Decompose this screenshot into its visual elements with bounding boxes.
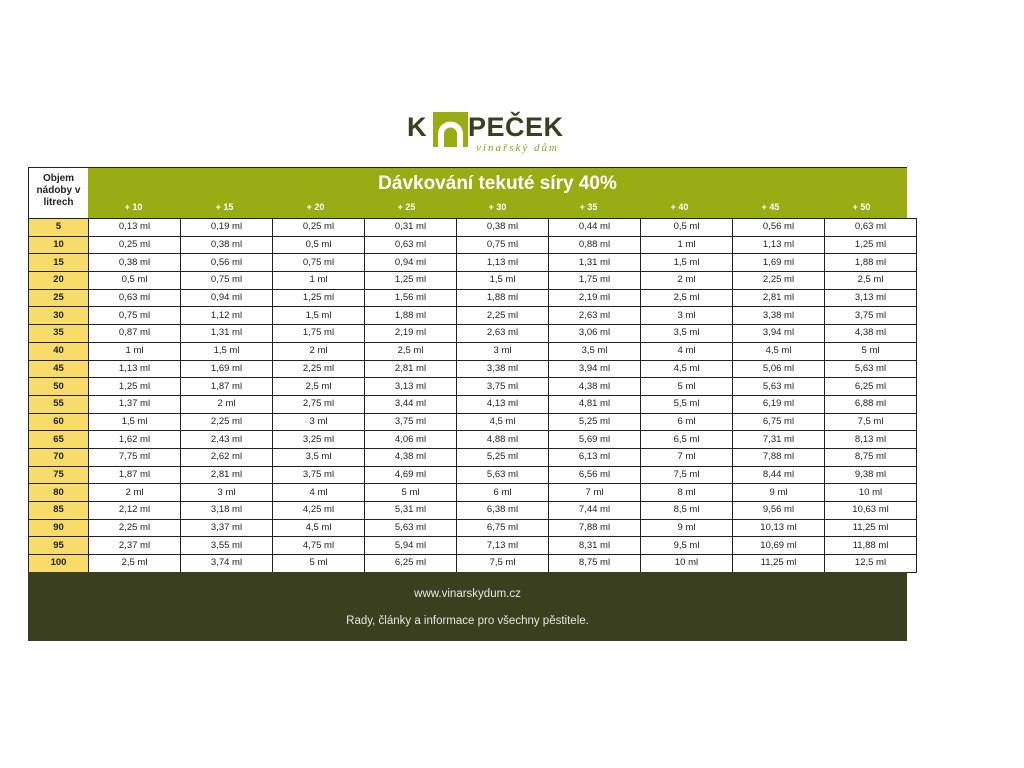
dosage-cell: 5,25 ml — [549, 413, 641, 431]
dosage-cell: 2,25 ml — [273, 360, 365, 378]
dosage-cell: 4,38 ml — [365, 448, 457, 466]
column-header: + 40 — [670, 202, 689, 212]
column-header: + 45 — [761, 202, 780, 212]
dosage-cell: 5 ml — [365, 484, 457, 502]
dosage-cell: 1 ml — [89, 342, 181, 360]
dosage-cell: 1,5 ml — [641, 254, 733, 272]
dosage-cell: 5,25 ml — [457, 448, 549, 466]
dosage-cell: 8 ml — [641, 484, 733, 502]
table-row — [29, 502, 917, 520]
dosage-cell: 5 ml — [273, 555, 365, 573]
dosage-cell: 2,5 ml — [641, 289, 733, 307]
volume-cell: 25 — [29, 289, 89, 307]
dosage-cell: 0,5 ml — [89, 272, 181, 290]
table-row — [29, 342, 917, 360]
dosage-cell: 4,13 ml — [457, 395, 549, 413]
dosage-cell: 3,5 ml — [273, 448, 365, 466]
column-header: + 20 — [306, 202, 325, 212]
dosage-cell: 1,69 ml — [181, 360, 273, 378]
dosage-cell: 1,12 ml — [181, 307, 273, 325]
dosage-cell: 7 ml — [549, 484, 641, 502]
dosage-cell: 1 ml — [273, 272, 365, 290]
dosage-cell: 5,31 ml — [365, 502, 457, 520]
dosage-cell: 4 ml — [641, 342, 733, 360]
dosage-cell: 4,5 ml — [733, 342, 825, 360]
dosage-cell: 4,5 ml — [457, 413, 549, 431]
volume-cell: 30 — [29, 307, 89, 325]
dosage-cell: 3,18 ml — [181, 502, 273, 520]
table-header — [28, 167, 907, 218]
dosage-cell: 11,25 ml — [825, 519, 917, 537]
dosage-cell: 0,63 ml — [365, 236, 457, 254]
dosage-cell: 3,75 ml — [273, 466, 365, 484]
dosage-cell: 3,75 ml — [365, 413, 457, 431]
volume-cell: 50 — [29, 378, 89, 396]
dosage-cell: 9,38 ml — [825, 466, 917, 484]
dosage-cell: 1,5 ml — [89, 413, 181, 431]
dosage-cell: 10,13 ml — [733, 519, 825, 537]
volume-cell: 45 — [29, 360, 89, 378]
dosage-cell: 9,56 ml — [733, 502, 825, 520]
dosage-cell: 10 ml — [825, 484, 917, 502]
dosage-cell: 7,44 ml — [549, 502, 641, 520]
table-row — [29, 272, 917, 290]
dosage-cell: 6,25 ml — [825, 378, 917, 396]
dosage-cell: 5,94 ml — [365, 537, 457, 555]
dosage-cell: 10,63 ml — [825, 502, 917, 520]
column-header: + 30 — [488, 202, 507, 212]
table-row — [29, 307, 917, 325]
volume-cell: 70 — [29, 448, 89, 466]
dosage-cell: 2,43 ml — [181, 431, 273, 449]
dosage-cell: 6,19 ml — [733, 395, 825, 413]
dosage-table-body — [29, 219, 917, 573]
dosage-cell: 6,56 ml — [549, 466, 641, 484]
dosage-cell: 4 ml — [273, 484, 365, 502]
dosage-cell: 5 ml — [825, 342, 917, 360]
dosage-cell: 2,25 ml — [733, 272, 825, 290]
dosage-cell: 1,88 ml — [457, 289, 549, 307]
dosage-cell: 1,25 ml — [825, 236, 917, 254]
title-banner — [88, 168, 907, 218]
dosage-cell: 3,44 ml — [365, 395, 457, 413]
dosage-cell: 0,38 ml — [181, 236, 273, 254]
dosage-cell: 1,5 ml — [273, 307, 365, 325]
volume-cell: 95 — [29, 537, 89, 555]
volume-cell: 80 — [29, 484, 89, 502]
dosage-cell: 2,5 ml — [273, 378, 365, 396]
dosage-cell: 4,75 ml — [273, 537, 365, 555]
dosage-cell: 3,37 ml — [181, 519, 273, 537]
dosage-cell: 4,5 ml — [641, 360, 733, 378]
dosage-cell: 7,75 ml — [89, 448, 181, 466]
dosage-cell: 2,5 ml — [89, 555, 181, 573]
dosage-cell: 0,94 ml — [181, 289, 273, 307]
dosage-cell: 1,5 ml — [181, 342, 273, 360]
table-top-border — [28, 167, 907, 168]
dosage-cell: 2,81 ml — [733, 289, 825, 307]
dosage-cell: 8,5 ml — [641, 502, 733, 520]
dosage-cell: 4,25 ml — [273, 502, 365, 520]
column-header: + 10 — [124, 202, 143, 212]
dosage-cell: 2,75 ml — [273, 395, 365, 413]
dosage-cell: 10 ml — [641, 555, 733, 573]
dosage-cell: 8,31 ml — [549, 537, 641, 555]
dosage-cell: 7 ml — [641, 448, 733, 466]
dosage-cell: 1,87 ml — [89, 466, 181, 484]
table-row — [29, 519, 917, 537]
dosage-cell: 2,25 ml — [181, 413, 273, 431]
volume-header-line: Objem — [42, 173, 75, 184]
dosage-cell: 3 ml — [641, 307, 733, 325]
dosage-cell: 12,5 ml — [825, 555, 917, 573]
dosage-cell: 2,5 ml — [825, 272, 917, 290]
dosage-cell: 3,94 ml — [733, 325, 825, 343]
dosage-cell: 7,88 ml — [733, 448, 825, 466]
dosage-cell: 0,63 ml — [89, 289, 181, 307]
dosage-cell: 1,75 ml — [549, 272, 641, 290]
dosage-cell: 1,13 ml — [457, 254, 549, 272]
dosage-cell: 1,88 ml — [365, 307, 457, 325]
dosage-cell: 1 ml — [641, 236, 733, 254]
dosage-cell: 6,38 ml — [457, 502, 549, 520]
dosage-cell: 1,31 ml — [181, 325, 273, 343]
dosage-cell: 4,81 ml — [549, 395, 641, 413]
dosage-cell: 3 ml — [457, 342, 549, 360]
dosage-cell: 2 ml — [273, 342, 365, 360]
dosage-cell: 0,56 ml — [733, 219, 825, 237]
volume-cell: 10 — [29, 236, 89, 254]
table-row — [29, 395, 917, 413]
dosage-cell: 1,37 ml — [89, 395, 181, 413]
logo-wordmark-left: K — [407, 112, 427, 142]
dosage-cell: 3,55 ml — [181, 537, 273, 555]
logo-arch-icon — [433, 112, 468, 147]
volume-cell: 20 — [29, 272, 89, 290]
dosage-cell: 0,25 ml — [273, 219, 365, 237]
dosage-cell: 8,44 ml — [733, 466, 825, 484]
dosage-cell: 5,06 ml — [733, 360, 825, 378]
dosage-cell: 0,63 ml — [825, 219, 917, 237]
dosage-cell: 1,13 ml — [733, 236, 825, 254]
dosage-cell: 2,62 ml — [181, 448, 273, 466]
dosage-cell: 11,88 ml — [825, 537, 917, 555]
volume-header-line: litrech — [43, 197, 74, 208]
dosage-cell: 6,88 ml — [825, 395, 917, 413]
dosage-cell: 5,63 ml — [365, 519, 457, 537]
dosage-cell: 6,75 ml — [457, 519, 549, 537]
dosage-cell: 1,75 ml — [273, 325, 365, 343]
dosage-cell: 8,13 ml — [825, 431, 917, 449]
dosage-cell: 8,75 ml — [549, 555, 641, 573]
volume-cell: 100 — [29, 555, 89, 573]
dosage-cell: 7,5 ml — [457, 555, 549, 573]
table-row — [29, 219, 917, 237]
dosage-cell: 3,13 ml — [825, 289, 917, 307]
dosage-cell: 9 ml — [733, 484, 825, 502]
dosage-cell: 2,63 ml — [457, 325, 549, 343]
dosage-cell: 2,25 ml — [457, 307, 549, 325]
dosage-cell: 3,5 ml — [641, 325, 733, 343]
dosage-cell: 3,06 ml — [549, 325, 641, 343]
table-row — [29, 360, 917, 378]
dosage-cell: 2,25 ml — [89, 519, 181, 537]
table-row — [29, 431, 917, 449]
dosage-cell: 2,19 ml — [549, 289, 641, 307]
dosage-cell: 5,5 ml — [641, 395, 733, 413]
dosage-cell: 0,75 ml — [457, 236, 549, 254]
dosage-cell: 6 ml — [457, 484, 549, 502]
dosage-cell: 5,63 ml — [457, 466, 549, 484]
dosage-cell: 3,5 ml — [549, 342, 641, 360]
dosage-cell: 3,38 ml — [457, 360, 549, 378]
dosage-cell: 2,12 ml — [89, 502, 181, 520]
dosage-cell: 6,5 ml — [641, 431, 733, 449]
dosage-cell: 0,5 ml — [273, 236, 365, 254]
dosage-cell: 3 ml — [181, 484, 273, 502]
dosage-cell: 3 ml — [273, 413, 365, 431]
dosage-cell: 1,31 ml — [549, 254, 641, 272]
dosage-cell: 5,63 ml — [825, 360, 917, 378]
dosage-cell: 1,5 ml — [457, 272, 549, 290]
dosage-cell: 6,25 ml — [365, 555, 457, 573]
volume-cell: 75 — [29, 466, 89, 484]
dosage-cell: 1,13 ml — [89, 360, 181, 378]
dosage-cell: 0,38 ml — [457, 219, 549, 237]
dosage-cell: 6,13 ml — [549, 448, 641, 466]
volume-header-cell — [28, 168, 88, 218]
footer-website-link[interactable]: www.vinarskydum.cz — [414, 588, 521, 600]
dosage-cell: 3,25 ml — [273, 431, 365, 449]
dosage-cell: 1,25 ml — [89, 378, 181, 396]
logo-wordmark-right: PEČEK — [468, 112, 564, 142]
dosage-cell: 0,94 ml — [365, 254, 457, 272]
dosage-cell: 1,87 ml — [181, 378, 273, 396]
dosage-cell: 2,63 ml — [549, 307, 641, 325]
dosage-cell: 4,06 ml — [365, 431, 457, 449]
table-title: Dávkování tekuté síry 40% — [378, 173, 617, 194]
volume-cell: 85 — [29, 502, 89, 520]
dosage-cell: 0,25 ml — [89, 236, 181, 254]
dosage-cell: 1,25 ml — [365, 272, 457, 290]
dosage-cell: 0,75 ml — [181, 272, 273, 290]
volume-cell: 15 — [29, 254, 89, 272]
footer-slogan: Rady, články a informace pro všechny pěstitele. — [346, 615, 589, 627]
dosage-cell: 4,88 ml — [457, 431, 549, 449]
table-row — [29, 555, 917, 573]
table-row — [29, 325, 917, 343]
dosage-cell: 7,5 ml — [825, 413, 917, 431]
dosage-cell: 3,75 ml — [457, 378, 549, 396]
column-header: + 15 — [215, 202, 234, 212]
dosage-cell: 0,56 ml — [181, 254, 273, 272]
dosage-cell: 7,31 ml — [733, 431, 825, 449]
footer-band — [28, 572, 907, 641]
dosage-cell: 1,56 ml — [365, 289, 457, 307]
dosage-cell: 0,31 ml — [365, 219, 457, 237]
dosage-cell: 1,25 ml — [273, 289, 365, 307]
dosage-cell: 3,94 ml — [549, 360, 641, 378]
column-header: + 50 — [852, 202, 871, 212]
dosage-cell: 2,19 ml — [365, 325, 457, 343]
dosage-cell: 3,75 ml — [825, 307, 917, 325]
volume-cell: 5 — [29, 219, 89, 237]
dosage-cell: 0,88 ml — [549, 236, 641, 254]
dosage-cell: 8,75 ml — [825, 448, 917, 466]
dosage-cell: 4,38 ml — [549, 378, 641, 396]
volume-cell: 90 — [29, 519, 89, 537]
dosage-cell: 6,75 ml — [733, 413, 825, 431]
dosage-cell: 4,5 ml — [273, 519, 365, 537]
table-row — [29, 289, 917, 307]
dosage-cell: 3,38 ml — [733, 307, 825, 325]
dosage-cell: 2,37 ml — [89, 537, 181, 555]
dosage-cell: 9 ml — [641, 519, 733, 537]
dosage-cell: 0,44 ml — [549, 219, 641, 237]
volume-cell: 65 — [29, 431, 89, 449]
dosage-cell: 11,25 ml — [733, 555, 825, 573]
dosage-cell: 4,38 ml — [825, 325, 917, 343]
volume-cell: 40 — [29, 342, 89, 360]
table-row — [29, 448, 917, 466]
dosage-cell: 3,74 ml — [181, 555, 273, 573]
table-row — [29, 537, 917, 555]
table-row — [29, 484, 917, 502]
table-row — [29, 466, 917, 484]
dosage-cell: 7,5 ml — [641, 466, 733, 484]
column-header: + 35 — [579, 202, 598, 212]
dosage-cell: 10,69 ml — [733, 537, 825, 555]
dosage-cell: 7,88 ml — [549, 519, 641, 537]
dosage-cell: 3,13 ml — [365, 378, 457, 396]
volume-cell: 35 — [29, 325, 89, 343]
dosage-cell: 2,81 ml — [181, 466, 273, 484]
dosage-cell: 1,62 ml — [89, 431, 181, 449]
dosage-cell: 0,75 ml — [273, 254, 365, 272]
dosage-cell: 9,5 ml — [641, 537, 733, 555]
dosage-cell: 2,5 ml — [365, 342, 457, 360]
column-header: + 25 — [397, 202, 416, 212]
table-row — [29, 254, 917, 272]
dosage-cell: 0,38 ml — [89, 254, 181, 272]
dosage-cell: 0,19 ml — [181, 219, 273, 237]
volume-cell: 60 — [29, 413, 89, 431]
dosage-cell: 0,75 ml — [89, 307, 181, 325]
dosage-cell: 5,69 ml — [549, 431, 641, 449]
dosage-cell: 2,81 ml — [365, 360, 457, 378]
dosage-cell: 7,13 ml — [457, 537, 549, 555]
dosage-cell: 4,69 ml — [365, 466, 457, 484]
dosage-cell: 1,69 ml — [733, 254, 825, 272]
dosage-cell: 5,63 ml — [733, 378, 825, 396]
dosage-cell: 2 ml — [641, 272, 733, 290]
dosage-cell: 0,87 ml — [89, 325, 181, 343]
dosage-cell: 6 ml — [641, 413, 733, 431]
dosage-cell: 1,88 ml — [825, 254, 917, 272]
logo-tagline: vinařský dům — [476, 142, 559, 154]
volume-header-line: nádoby v — [36, 185, 81, 196]
dosage-cell: 5 ml — [641, 378, 733, 396]
table-row — [29, 378, 917, 396]
table-row — [29, 413, 917, 431]
volume-cell: 55 — [29, 395, 89, 413]
dosage-cell: 2 ml — [181, 395, 273, 413]
dosage-cell: 0,13 ml — [89, 219, 181, 237]
table-row — [29, 236, 917, 254]
dosage-table — [28, 218, 917, 573]
dosage-cell: 2 ml — [89, 484, 181, 502]
brand-logo — [406, 112, 576, 158]
dosage-cell: 0,5 ml — [641, 219, 733, 237]
